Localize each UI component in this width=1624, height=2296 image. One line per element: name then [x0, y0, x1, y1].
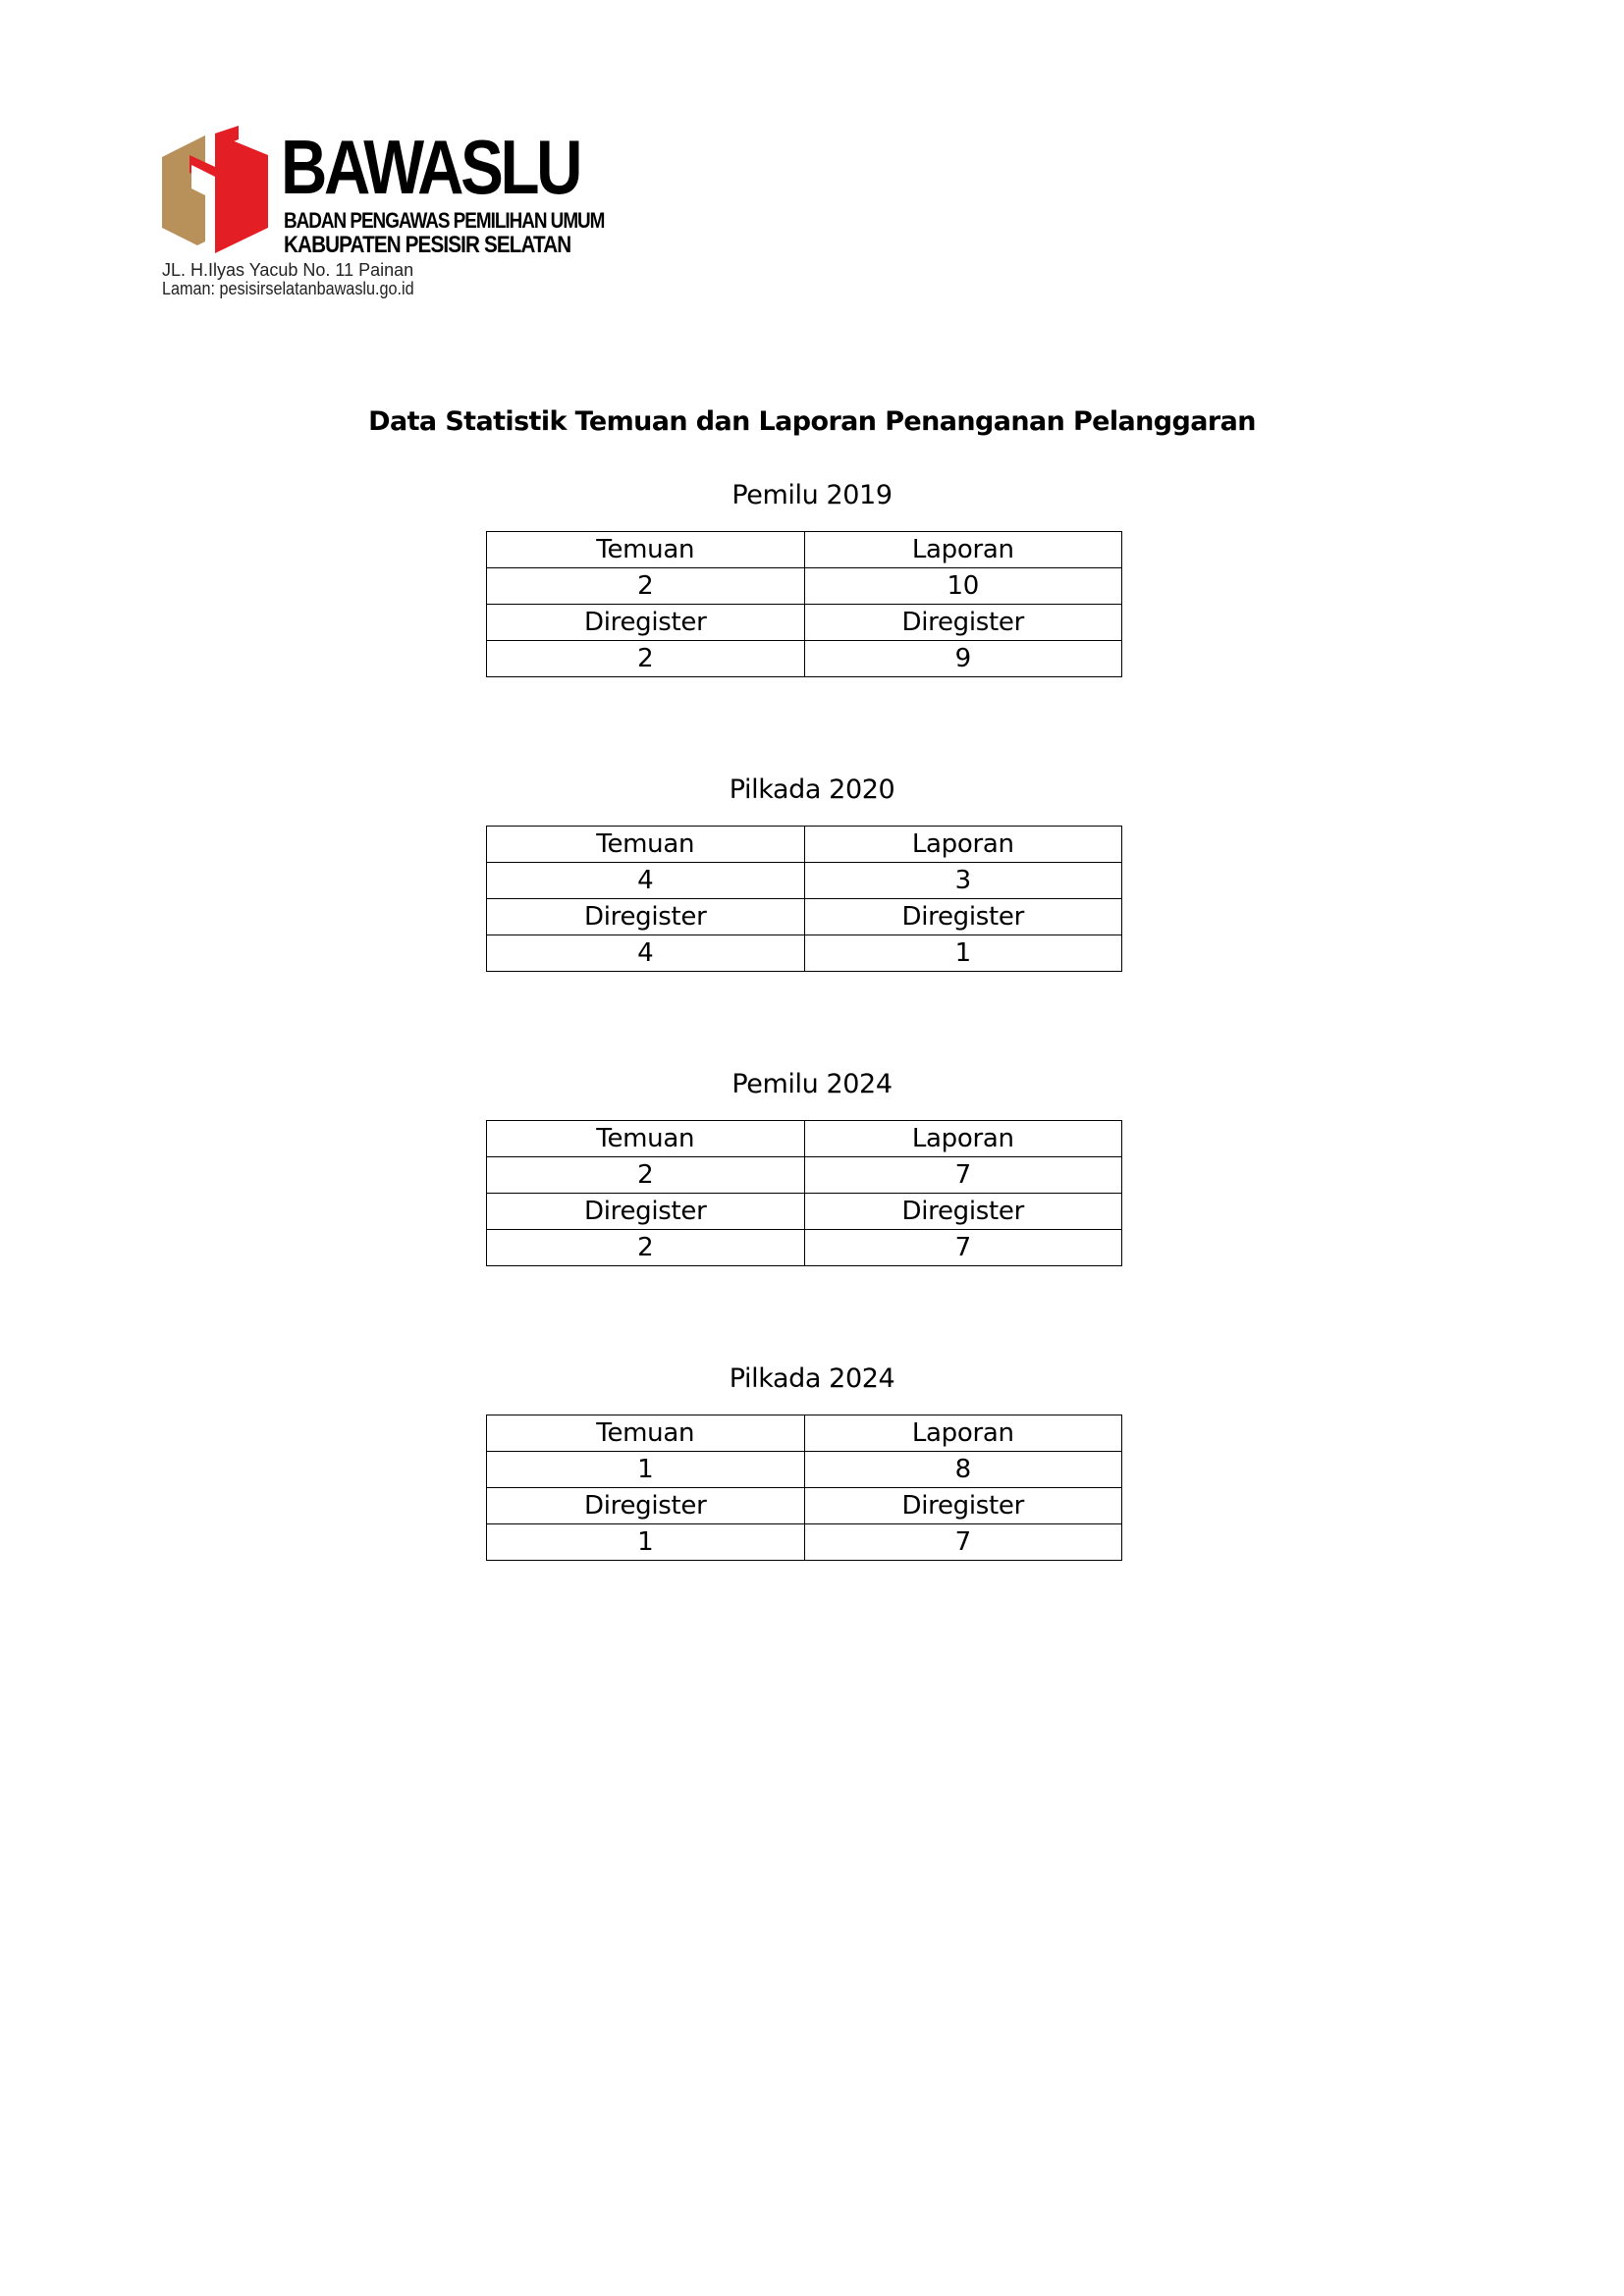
table-cell: 3 — [804, 863, 1122, 899]
section-pemilu-2019 — [0, 476, 1624, 673]
table-cell: 7 — [804, 1524, 1122, 1561]
bawaslu-logo-icon — [160, 126, 278, 258]
table-row — [487, 605, 1122, 641]
table-cell: Temuan — [487, 827, 805, 863]
brand-name: BAWASLU — [281, 124, 580, 210]
table-cell: 2 — [487, 1230, 805, 1266]
section-pilkada-2024 — [0, 1360, 1624, 1557]
table-row — [487, 1121, 1122, 1157]
stat-table — [486, 1120, 1122, 1266]
table-cell: Laporan — [804, 532, 1122, 568]
stat-table — [486, 826, 1122, 972]
table-cell: Diregister — [487, 1488, 805, 1524]
brand-region: KABUPATEN PESISIR SELATAN — [284, 232, 571, 258]
table-cell: Temuan — [487, 532, 805, 568]
table-row — [487, 1230, 1122, 1266]
website: Laman: pesisirselatanbawaslu.go.id — [162, 279, 414, 298]
table-cell: 2 — [487, 1157, 805, 1194]
table-cell: Laporan — [804, 827, 1122, 863]
table-cell: 7 — [804, 1157, 1122, 1194]
table-cell: 4 — [487, 935, 805, 972]
table-cell: 8 — [804, 1452, 1122, 1488]
letterhead — [160, 124, 605, 302]
brand-subtitle: BADAN PENGAWAS PEMILIHAN UMUM — [284, 208, 605, 233]
table-row — [487, 568, 1122, 605]
table-row — [487, 641, 1122, 677]
table-row — [487, 1415, 1122, 1452]
table-cell: Diregister — [804, 899, 1122, 935]
document-title: Data Statistik Temuan dan Laporan Penanganan Pelanggaran — [368, 406, 1256, 437]
section-title: Pemilu 2019 — [731, 480, 893, 510]
stat-table — [486, 531, 1122, 677]
section-pemilu-2024 — [0, 1065, 1624, 1262]
table-cell: Diregister — [487, 1194, 805, 1230]
table-cell: 7 — [804, 1230, 1122, 1266]
table-row — [487, 1524, 1122, 1561]
table-row — [487, 827, 1122, 863]
table-cell: Laporan — [804, 1121, 1122, 1157]
table-cell: Diregister — [804, 1488, 1122, 1524]
section-title: Pilkada 2020 — [729, 774, 895, 805]
table-cell: 4 — [487, 863, 805, 899]
table-cell: 1 — [487, 1524, 805, 1561]
address: JL. H.Ilyas Yacub No. 11 Painan — [162, 260, 414, 280]
table-row — [487, 899, 1122, 935]
section-title: Pilkada 2024 — [729, 1363, 895, 1394]
table-cell: 1 — [804, 935, 1122, 972]
table-cell: 9 — [804, 641, 1122, 677]
table-row — [487, 1488, 1122, 1524]
table-cell: Diregister — [487, 899, 805, 935]
table-cell: 2 — [487, 568, 805, 605]
table-cell: 1 — [487, 1452, 805, 1488]
table-row — [487, 863, 1122, 899]
table-row — [487, 1157, 1122, 1194]
table-cell: 2 — [487, 641, 805, 677]
table-cell: Temuan — [487, 1415, 805, 1452]
table-row — [487, 1194, 1122, 1230]
table-cell: Diregister — [487, 605, 805, 641]
table-row — [487, 532, 1122, 568]
section-title: Pemilu 2024 — [731, 1069, 893, 1099]
table-cell: Temuan — [487, 1121, 805, 1157]
table-cell: Diregister — [804, 605, 1122, 641]
table-cell: Laporan — [804, 1415, 1122, 1452]
stat-table — [486, 1415, 1122, 1561]
table-row — [487, 1452, 1122, 1488]
table-cell: 10 — [804, 568, 1122, 605]
table-row — [487, 935, 1122, 972]
table-cell: Diregister — [804, 1194, 1122, 1230]
section-pilkada-2020 — [0, 771, 1624, 968]
